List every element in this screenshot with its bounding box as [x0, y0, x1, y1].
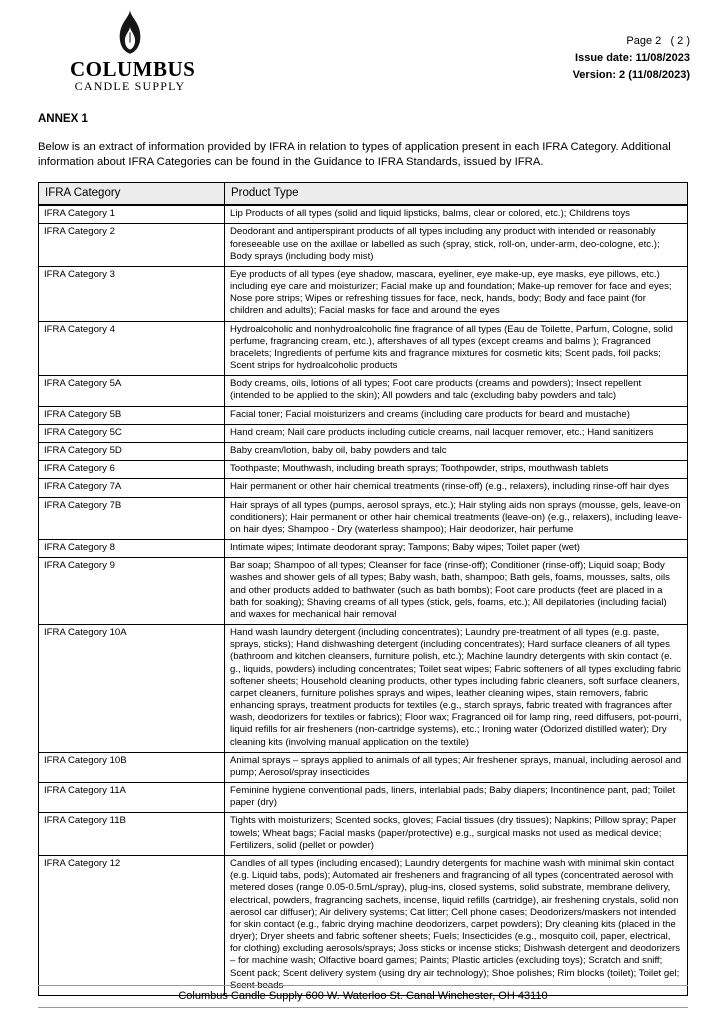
- product-type-cell: Hair sprays of all types (pumps, aerosol sprays, etc.); Hair styling aids non sprays (mousse, gels, leave-on conditioners); Hair permanent or other hair chemical treatments (leave-on) (e.g., relaxers), including leave-on hair dyes; Shampoo - Dry (waterless shampoo); Hair deodorizer, hair perfume: [225, 497, 688, 540]
- column-header-category: IFRA Category: [39, 183, 225, 206]
- column-header-product-type: Product Type: [225, 183, 688, 206]
- logo-subtitle: CANDLE SUPPLY: [74, 79, 186, 94]
- table-row: [39, 479, 688, 497]
- product-type-cell: Candles of all types (including encased); Laundry detergents for machine wash with minimal skin contact (e.g. Liquid tabs, pods); Automated air fresheners and fragrancing of all types (concentrated aerosol with metered doses (range 0.05-0.5mL/spray), plug-ins, closed systems, solid substrate, membrane delivery, electrical, powders, fragrancing sachets, incense, liquid refills (cartridge), air freshening crystals, solid non aerosol car diffuser); Air delivery systems; Cat litter; Cell phone cases; Deodorizers/maskers not intended for skin contact (e.g., fabric drying machine deodorizers, carpet powders); Dry cleaning kits (placed in the dryer); Dryer sheets and fabric softener sheets; Fuels; Insecticides (e.g., mosquito coil, paper, electrical, for clothing) excluding aerosols/sprays; Joss sticks or incense sticks; Dishwash detergent and deodorizers – for machine wash; Olfactive board games; Paints; Plastic articles (excluding toys); Scratch and sniff; Scent pack; Scent delivery system (using dry air technology); Shoe polishes; Rim blocks (toilet); Toilet gel; Scent beads: [225, 855, 688, 995]
- table-row: [39, 497, 688, 540]
- page-number: Page 2 ( 2 ): [626, 35, 690, 47]
- product-type-cell: Facial toner; Facial moisturizers and creams (including care products for beard and mustache): [225, 406, 688, 424]
- table-row: [39, 752, 688, 782]
- table-row: [39, 321, 688, 376]
- category-cell: IFRA Category 7A: [39, 479, 225, 497]
- logo-title: COLUMBUS: [70, 57, 196, 81]
- version-label: Version: 2 (11/08/2023): [572, 69, 690, 81]
- category-cell: IFRA Category 12: [39, 855, 225, 995]
- company-logo: [70, 8, 196, 94]
- category-cell: IFRA Category 9: [39, 558, 225, 625]
- table-row: [39, 224, 688, 267]
- table-row: [39, 625, 688, 753]
- category-cell: IFRA Category 6: [39, 461, 225, 479]
- product-type-cell: Tights with moisturizers; Scented socks, gloves; Facial tissues (dry tissues); Napkins; Pillow spray; Paper towels; Wheat bags; Facial masks (paper/protective) e.g., surgical masks not used as medical device; Fertilizers, solid (pellet or powder): [225, 813, 688, 856]
- category-cell: IFRA Category 10A: [39, 625, 225, 753]
- table-row: [39, 424, 688, 442]
- product-type-cell: Toothpaste; Mouthwash, including breath sprays; Toothpowder, strips, mouthwash tablets: [225, 461, 688, 479]
- product-type-cell: Lip Products of all types (solid and liquid lipsticks, balms, clear or colored, etc.); Childrens toys: [225, 205, 688, 224]
- category-cell: IFRA Category 4: [39, 321, 225, 376]
- category-cell: IFRA Category 5A: [39, 376, 225, 406]
- product-type-cell: Intimate wipes; Intimate deodorant spray; Tampons; Baby wipes; Toilet paper (wet): [225, 540, 688, 558]
- category-cell: IFRA Category 5D: [39, 443, 225, 461]
- issue-date: Issue date: 11/08/2023: [575, 52, 690, 64]
- product-type-cell: Feminine hygiene conventional pads, liners, interlabial pads; Baby diapers; Incontinence pant, pad; Toilet paper (dry): [225, 783, 688, 813]
- product-type-cell: Animal sprays – sprays applied to animals of all types; Air freshener sprays, manual, including aerosol and pump; Aerosol/spray insecticides: [225, 752, 688, 782]
- category-cell: IFRA Category 1: [39, 205, 225, 224]
- table-row: [39, 855, 688, 995]
- ifra-table-body: [39, 205, 688, 995]
- category-cell: IFRA Category 5B: [39, 406, 225, 424]
- table-header-row: [39, 183, 688, 206]
- flame-icon: [111, 8, 149, 58]
- category-cell: IFRA Category 2: [39, 224, 225, 267]
- product-type-cell: Baby cream/lotion, baby oil, baby powders and talc: [225, 443, 688, 461]
- table-row: [39, 443, 688, 461]
- product-type-cell: Hydroalcoholic and nonhydroalcoholic fine fragrance of all types (Eau de Toilette, Parfum, Cologne, solid perfume, fragrancing cream, etc.), aftershaves of all types (except creams and balms ); Fragranced bracelets; Ingredients of perfume kits and fragrance mixtures for cosmetic kits; Scent pads, foil packs; Scent strips for hydroalcoholic products: [225, 321, 688, 376]
- table-row: [39, 813, 688, 856]
- ifra-category-table: [38, 182, 688, 996]
- product-type-cell: Body creams, oils, lotions of all types; Foot care products (creams and powders); Insect repellent (intended to be applied to the skin); All powders and talc (excluding baby powders and talc): [225, 376, 688, 406]
- intro-paragraph: Below is an extract of information provided by IFRA in relation to types of application present in each IFRA Category. Additional information about IFRA Categories can be found in the Guidance to IFRA Standards, issued by IFRA.: [38, 141, 671, 169]
- table-row: [39, 461, 688, 479]
- table-row: [39, 205, 688, 224]
- table-row: [39, 266, 688, 321]
- table-row: [39, 376, 688, 406]
- product-type-cell: Hand wash laundry detergent (including concentrates); Laundry pre-treatment of all types (e.g. paste, sprays, sticks); Hand dishwashing detergent (including concentrates); Hard surface cleaners of all types (bathroom and kitchen cleansers, furniture polish, etc.); Machine laundry detergents with skin contact (e. g., liquids, powders) including concentrates; Toilet seat wipes; Fabric softeners of all types excluding fabric softener sheets; Household cleaning products, other types including fabric cleaners, soft surface cleaners, carpet cleaners, furniture polishes sprays and wipes, leather cleaning wipes, stain removers, fabric enhancing sprays, treatment products for textiles (e.g., starch sprays, fabric treated with fragrances after wash, deodorizers for textiles or fabrics); Floor wax; Fragranced oil for lamp ring, reed diffusers, pot-pourri, liquid refills for air fresheners (non-cartridge systems), etc.; Ironing water (Odorized distilled water); Dry cleaning kits (involving manual application on the textile): [225, 625, 688, 753]
- document-body: [38, 113, 688, 996]
- product-type-cell: Eye products of all types (eye shadow, mascara, eyeliner, eye make-up, eye masks, eye pillows, etc.) including eye care and moisturizer; Facial make up and foundation; Make-up remover for face and eyes; Nose pore strips; Wipes or refreshing tissues for face, neck, hands, body; Body and face paint (for children and adults); Facial masks for face and around the eyes: [225, 266, 688, 321]
- product-type-cell: Bar soap; Shampoo of all types; Cleanser for face (rinse-off); Conditioner (rinse-off); Liquid soap; Body washes and shower gels of all types; Baby wash, bath, shampoo; Bath gels, foams, mousses, salts, oils and other products added to bathwater (such as bath bombs); Foot care products (feet are placed in a bath for soaking); Shaving creams of all types (stick, gels, foams, etc.); All depilatories (including facial) and waxes for mechanical hair removal: [225, 558, 688, 625]
- category-cell: IFRA Category 7B: [39, 497, 225, 540]
- category-cell: IFRA Category 11B: [39, 813, 225, 856]
- footer-address: Columbus Candle Supply 600 W. Waterloo St. Canal Winchester, OH 43110: [38, 985, 688, 1008]
- category-cell: IFRA Category 10B: [39, 752, 225, 782]
- table-row: [39, 783, 688, 813]
- category-cell: IFRA Category 11A: [39, 783, 225, 813]
- product-type-cell: Hand cream; Nail care products including cuticle creams, nail lacquer remover, etc.; Hand sanitizers: [225, 424, 688, 442]
- table-row: [39, 558, 688, 625]
- table-row: [39, 406, 688, 424]
- category-cell: IFRA Category 5C: [39, 424, 225, 442]
- table-row: [39, 540, 688, 558]
- page-meta: [573, 33, 690, 84]
- annex-title: ANNEX 1: [38, 113, 88, 125]
- product-type-cell: Hair permanent or other hair chemical treatments (rinse-off) (e.g., relaxers), including rinse-off hair dyes: [225, 479, 688, 497]
- product-type-cell: Deodorant and antiperspirant products of all types including any product with intended or reasonably foreseeable use on the axillae or labelled as such (spray, stick, roll-on, under-arm, deo-cologne, etc.); Body sprays (including body mist): [225, 224, 688, 267]
- category-cell: IFRA Category 8: [39, 540, 225, 558]
- category-cell: IFRA Category 3: [39, 266, 225, 321]
